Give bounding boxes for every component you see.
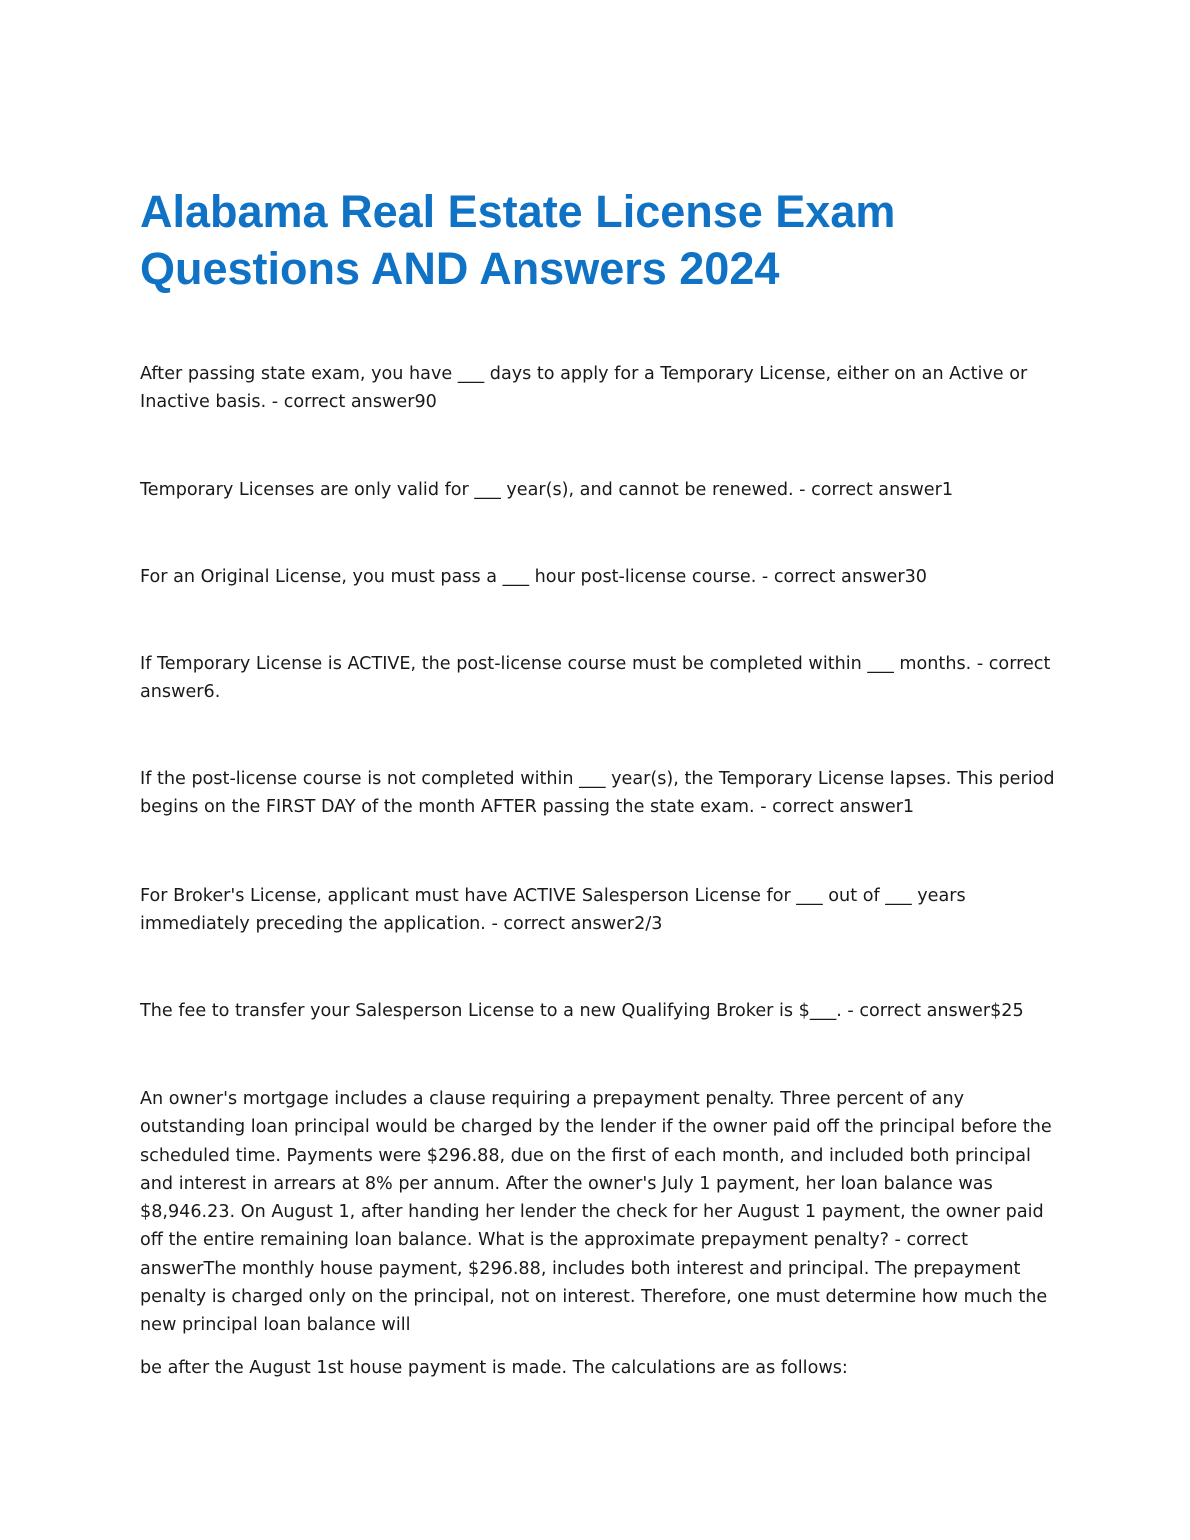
question-paragraph: Temporary Licenses are only valid for ___ year(s), and cannot be renewed. - correct answer1 <box>140 480 954 500</box>
continuation-paragraph: be after the August 1st house payment is made. The calculations are as follows: <box>140 1358 848 1378</box>
question-paragraph: The fee to transfer your Salesperson License to a new Qualifying Broker is $___. - correct answer$25 <box>140 1001 1024 1021</box>
question-paragraph: If Temporary License is ACTIVE, the post-license course must be completed within ___ months. - correct answer6. <box>140 654 1051 703</box>
question-paragraph: If the post-license course is not completed within ___ year(s), the Temporary License lapses. This period begins on the FIRST DAY of the month AFTER passing the state exam. - correct answer1 <box>140 769 1055 818</box>
question-paragraph: For an Original License, you must pass a ___ hour post-license course. - correct answer30 <box>140 567 927 587</box>
question-paragraph: After passing state exam, you have ___ days to apply for a Temporary License, either on an Active or Inactive basis. - correct answer90 <box>140 364 1028 413</box>
question-paragraph: An owner's mortgage includes a clause requiring a prepayment penalty. Three percent of any outstanding loan principal would be charged by the lender if the owner paid off the principal before the scheduled time. Payments were $296.88, due on the first of each month, and included both principal and interest in arrears at 8% per annum. After the owner's July 1 payment, her loan balance was $8,946.23. On August 1, after handing her lender the check for her August 1 payment, the owner paid off the entire remaining loan balance. What is the approximate prepayment penalty? - correct answerThe monthly house payment, $296.88, includes both interest and principal. The prepayment penalty is charged only on the principal, not on interest. Therefore, one must determine how much the new principal loan balance will <box>140 1089 1052 1336</box>
document-title: Alabama Real Estate License Exam Questions AND Answers 2024 <box>140 186 896 294</box>
question-paragraph: For Broker's License, applicant must have ACTIVE Salesperson License for ___ out of ___ years immediately preceding the application. - correct answer2/3 <box>140 886 966 935</box>
